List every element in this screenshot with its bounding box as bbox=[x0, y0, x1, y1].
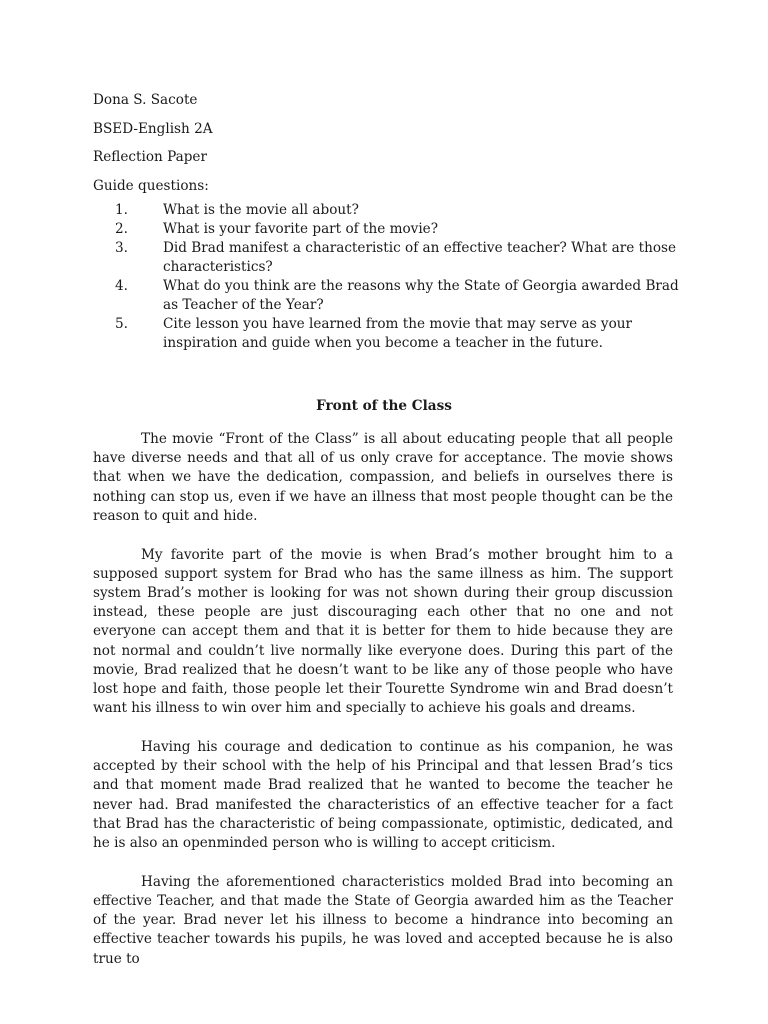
essay-paragraph: Having the aforementioned characteristics molded Brad into becoming an effective Teacher, and that made the State of Georgia awarded him as the Teacher of the year. Brad never let his illness to become a hindrance into becoming an effective teacher towards his pupils, he was loved and accepted because he is also true to bbox=[93, 873, 673, 967]
question-item bbox=[115, 277, 685, 315]
author-name: Dona S. Sacote bbox=[93, 92, 198, 108]
essay-title: Front of the Class bbox=[316, 398, 452, 414]
question-item bbox=[115, 315, 685, 353]
question-number: 2. bbox=[115, 221, 128, 237]
question-number: 1. bbox=[115, 202, 128, 218]
document-type: Reflection Paper bbox=[93, 149, 207, 165]
question-number: 4. bbox=[115, 278, 128, 294]
question-number: 5. bbox=[115, 316, 128, 332]
question-text: What do you think are the reasons why the State of Georgia awarded Brad as Teacher of the Year? bbox=[163, 278, 679, 313]
guide-questions-label: Guide questions: bbox=[93, 177, 209, 194]
essay-paragraph: Having his courage and dedication to continue as his companion, he was accepted by their school with the help of his Principal and that lessen Brad’s tics and that moment made Brad realized that he wanted to become the teacher he never had. Brad manifested the characteristics of an effective teacher for a fact that Brad has the characteristic of being compassionate, optimistic, dedicated, and he is also an openminded person who is willing to accept criticism. bbox=[93, 739, 673, 852]
essay-paragraph: My favorite part of the movie is when Brad’s mother brought him to a supposed support system for Brad who has the same illness as him. The support system Brad’s mother is looking for was not shown during their group discussion instead, these people are just discouraging each other that no one and not everyone can accept them and that it is better for them to hide because they are not normal and couldn’t live normally like everyone does. During this part of the movie, Brad realized that he doesn’t want to be like any of those people who have lost hope and faith, those people let their Tourette Syndrome win and Brad doesn’t want his illness to win over him and specially to achieve his goals and dreams. bbox=[93, 546, 673, 717]
question-text: Cite lesson you have learned from the movie that may serve as your inspiration and guide when you become a teacher in the future. bbox=[163, 316, 633, 351]
question-text: Did Brad manifest a characteristic of an effective teacher? What are those characteristics? bbox=[163, 240, 677, 275]
question-text: What is the movie all about? bbox=[163, 202, 359, 218]
document-header bbox=[93, 86, 213, 200]
question-item bbox=[115, 201, 685, 220]
course-section: BSED-English 2A bbox=[93, 120, 213, 137]
essay-body bbox=[93, 430, 673, 988]
question-text: What is your favorite part of the movie? bbox=[163, 221, 439, 237]
guide-questions-list bbox=[115, 201, 685, 353]
question-item bbox=[115, 220, 685, 239]
question-item bbox=[115, 239, 685, 277]
question-number: 3. bbox=[115, 240, 128, 256]
essay-paragraph: The movie “Front of the Class” is all about educating people that all people have diverse needs and that all of us only crave for acceptance. The movie shows that when we have the dedication, compassion, and beliefs in ourselves there is nothing can stop us, even if we have an illness that most people thought can be the reason to quit and hide. bbox=[93, 431, 673, 524]
